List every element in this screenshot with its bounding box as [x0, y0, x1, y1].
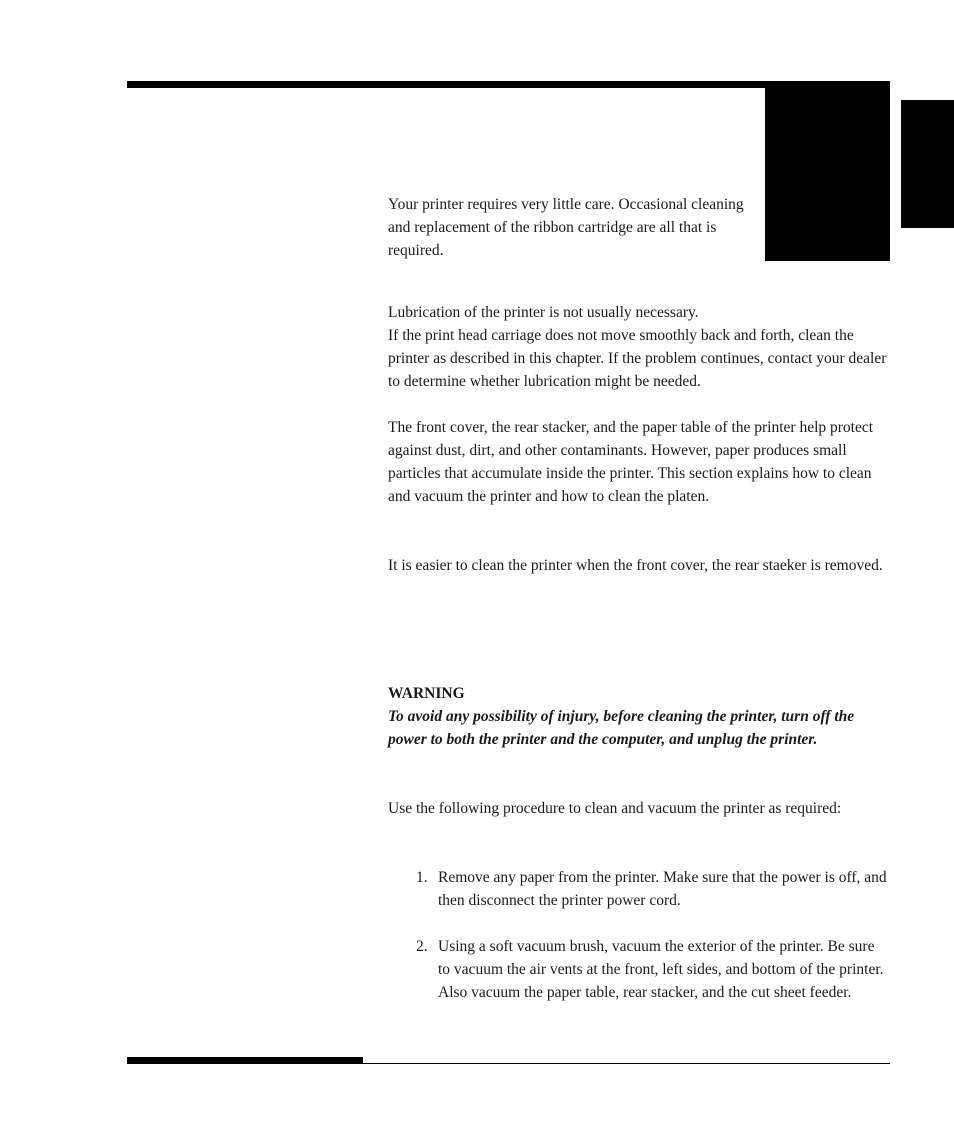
- step-number: 1.: [416, 869, 428, 886]
- procedure-step-1: [416, 866, 890, 912]
- step-number: 2.: [416, 938, 428, 955]
- warning-title: WARNING: [388, 685, 465, 702]
- lubrication-paragraph: [388, 301, 898, 393]
- step-text: Remove any paper from the printer. Make sure that the power is off, and then disconnect the printer power cord.: [438, 869, 887, 909]
- chapter-side-tab: [901, 100, 954, 228]
- warning-text: To avoid any possibility of injury, before cleaning the printer, turn off the power to both the printer and the computer, and unplug the printer.: [388, 708, 855, 748]
- step-text: Using a soft vacuum brush, vacuum the exterior of the printer. Be sure to vacuum the air vents at the front, left sides, and bottom of the printer. Also vacuum the paper table, rear stacker, and the cut sheet feeder.: [438, 938, 884, 1001]
- lubrication-line-1: Lubrication of the printer is not usually necessary.: [388, 304, 699, 321]
- chapter-block: [765, 81, 890, 261]
- easier-note-paragraph: It is easier to clean the printer when the front cover, the rear staeker is removed.: [388, 557, 883, 574]
- intro-paragraph: Your printer requires very little care. Occasional cleaning and replacement of the ribbon cartridge are all that is required.: [388, 196, 744, 259]
- cleaning-intro-paragraph: The front cover, the rear stacker, and the paper table of the printer help protect against dust, dirt, and other contaminants. However, paper produces small particles that accumulate inside the printer. This section explains how to clean and vacuum the printer and how to clean the platen.: [388, 419, 874, 505]
- footer-rule-thick: [127, 1057, 363, 1064]
- lubrication-line-2: If the print head carriage does not move smoothly back and forth, clean the printer as described in this chapter. If the problem continues, contact your dealer to determine whether lubrication might be needed.: [388, 327, 887, 390]
- procedure-intro-paragraph: Use the following procedure to clean and vacuum the printer as required:: [388, 800, 842, 817]
- footer-rule-thin: [363, 1063, 890, 1064]
- procedure-step-2: [416, 935, 890, 1004]
